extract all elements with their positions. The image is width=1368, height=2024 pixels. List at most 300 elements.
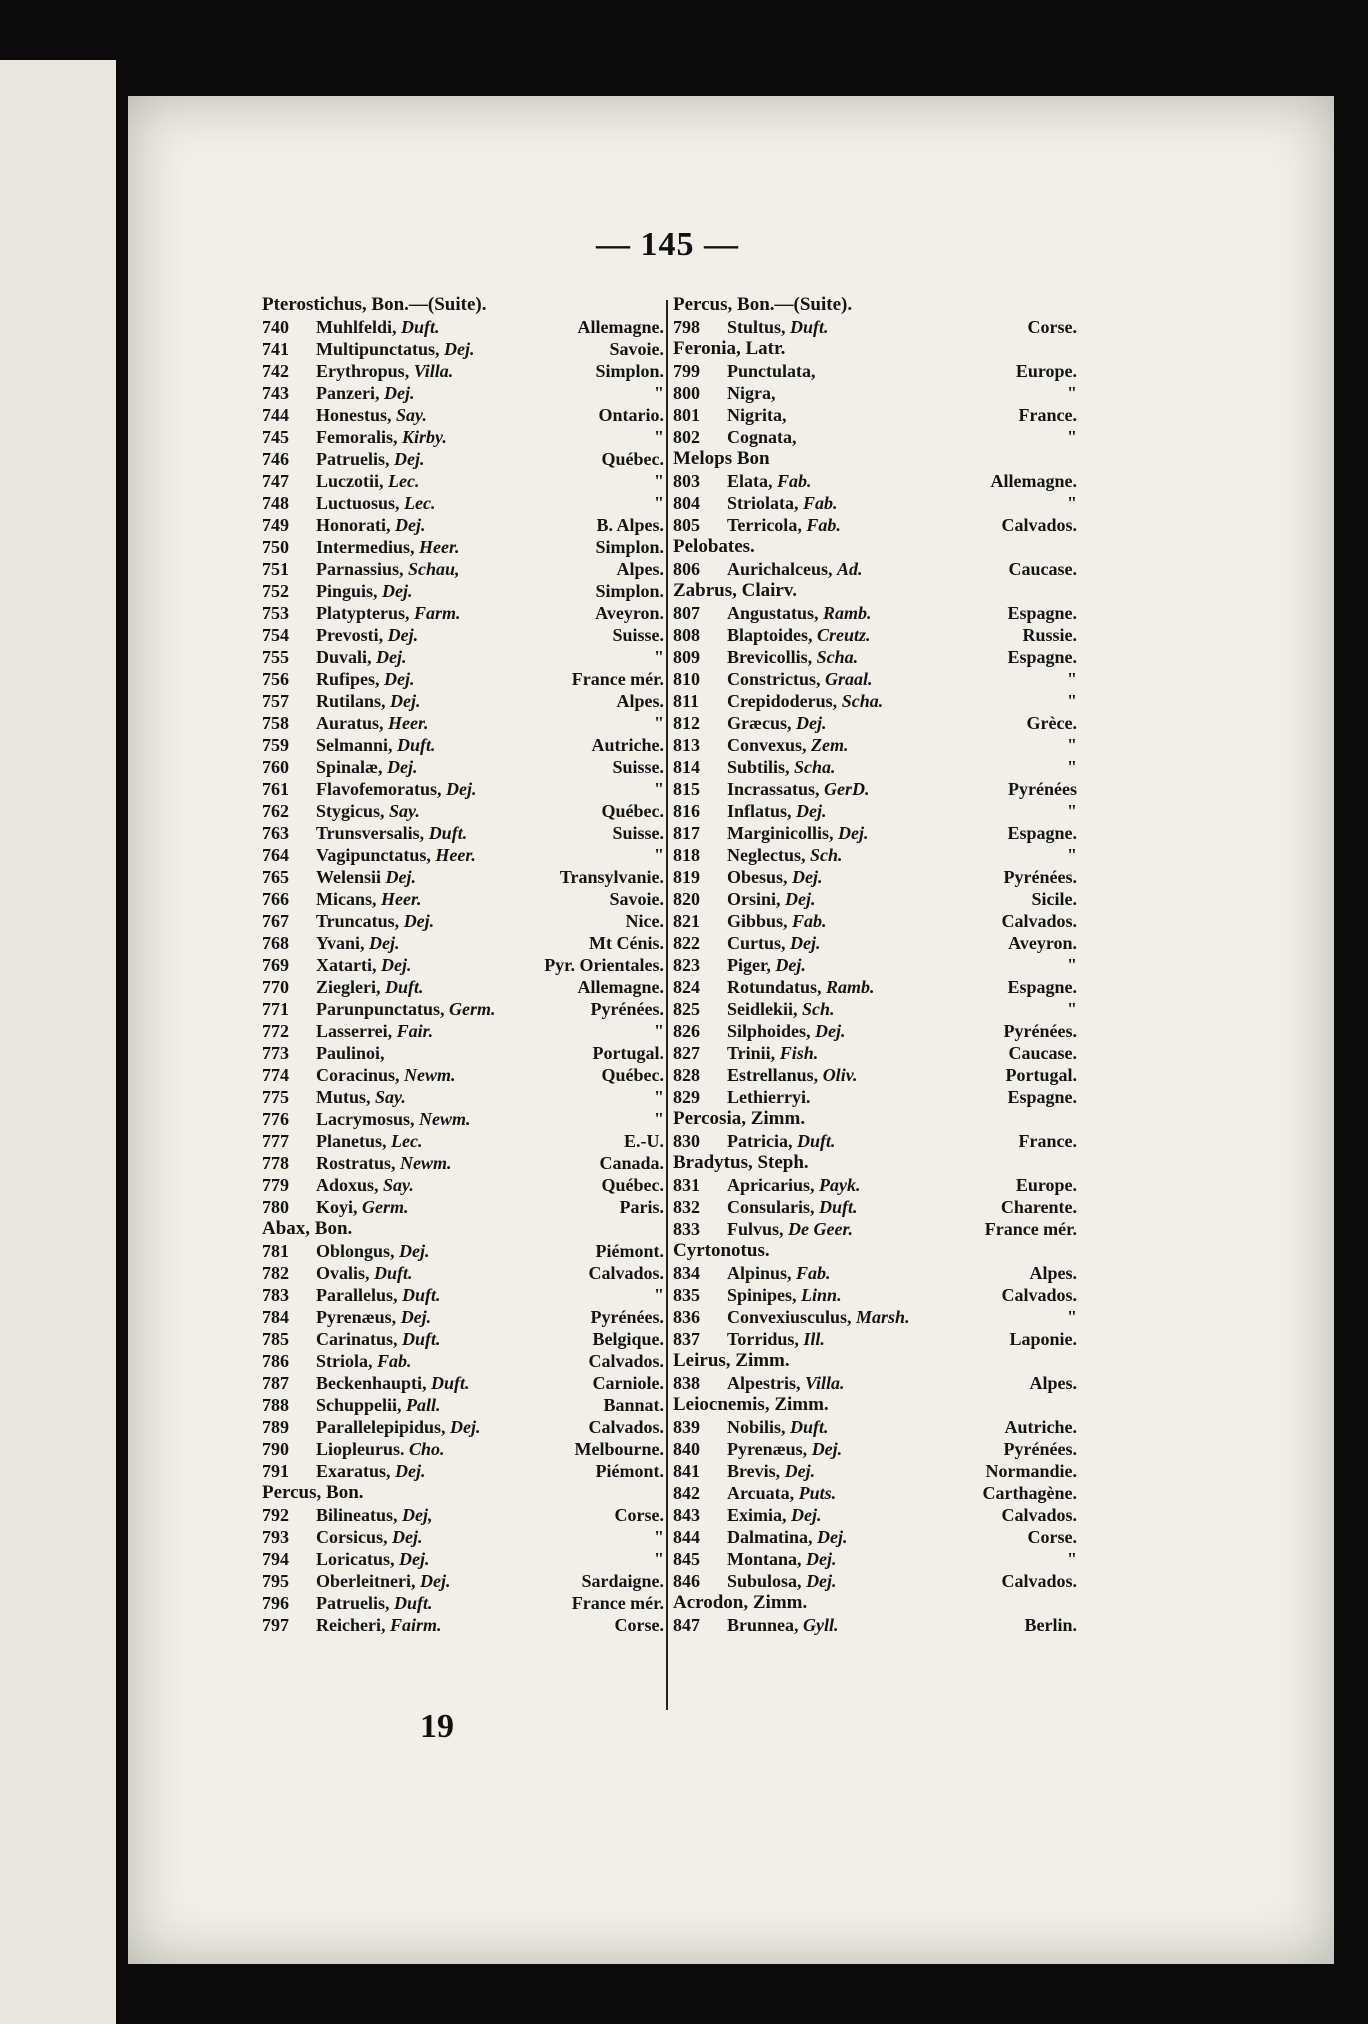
species-author: Duft. bbox=[428, 823, 468, 843]
species-name bbox=[316, 668, 572, 690]
species-author: Fair. bbox=[396, 1021, 434, 1041]
entry-number: 750 bbox=[262, 537, 289, 557]
species-name bbox=[727, 1328, 1009, 1350]
species-author: Ill. bbox=[803, 1329, 825, 1349]
species-name bbox=[316, 1042, 593, 1064]
species-name bbox=[316, 492, 654, 514]
species-author: Duft. bbox=[394, 1593, 433, 1613]
species-name bbox=[727, 1570, 1001, 1592]
species-author: Duft. bbox=[402, 1285, 441, 1305]
species-author: Dej. bbox=[369, 933, 400, 953]
species-author: Cho. bbox=[409, 1439, 445, 1459]
species-entry bbox=[262, 1108, 664, 1130]
species-author: Marsh. bbox=[856, 1307, 910, 1327]
species-epithet: Elata, bbox=[727, 471, 773, 491]
species-author: De Geer. bbox=[788, 1219, 854, 1239]
species-epithet: Pyrenæus, bbox=[727, 1439, 808, 1459]
entry-locality: Charente. bbox=[1000, 1197, 1077, 1217]
entry-number: 788 bbox=[262, 1395, 289, 1415]
species-epithet: Koyi, bbox=[316, 1197, 358, 1217]
species-name bbox=[727, 712, 1027, 734]
entry-number: 831 bbox=[673, 1175, 700, 1195]
genus-heading: Leiocnemis, Zimm. bbox=[673, 1394, 829, 1415]
entry-locality: " bbox=[654, 1285, 664, 1305]
species-epithet: Carinatus, bbox=[316, 1329, 398, 1349]
species-author: Dej. bbox=[450, 1417, 481, 1437]
species-epithet: Brevicollis, bbox=[727, 647, 813, 667]
species-author: Duft. bbox=[397, 735, 436, 755]
species-name bbox=[316, 536, 595, 558]
entry-number: 820 bbox=[673, 889, 700, 909]
entry-locality: Allemagne. bbox=[990, 471, 1077, 491]
species-entry bbox=[673, 514, 1077, 536]
species-epithet: Curtus, bbox=[727, 933, 786, 953]
species-epithet: Consularis, bbox=[727, 1197, 815, 1217]
entry-number: 845 bbox=[673, 1549, 700, 1569]
species-author: Dej. bbox=[806, 1549, 837, 1569]
species-epithet: Oblongus, bbox=[316, 1241, 395, 1261]
species-author: Fab. bbox=[803, 493, 838, 513]
species-author: Dej. bbox=[445, 779, 477, 799]
species-epithet: Stygicus, bbox=[316, 801, 385, 821]
entry-number: 747 bbox=[262, 471, 289, 491]
species-name bbox=[316, 338, 609, 360]
species-author: Duft. bbox=[796, 1131, 836, 1151]
species-entry bbox=[262, 1328, 664, 1350]
entry-locality: Canada. bbox=[599, 1153, 664, 1173]
species-entry bbox=[673, 492, 1077, 514]
adjacent-page-edge bbox=[0, 60, 116, 2024]
species-epithet: Trunsversalis, bbox=[316, 823, 425, 843]
species-entry bbox=[673, 1086, 1077, 1108]
entry-number: 846 bbox=[673, 1571, 700, 1591]
species-entry bbox=[262, 1240, 664, 1262]
entry-number: 816 bbox=[673, 801, 700, 821]
species-author: Fab. bbox=[777, 471, 812, 491]
species-author: Newm. bbox=[404, 1065, 456, 1085]
entry-number: 814 bbox=[673, 757, 700, 777]
species-author: Heer. bbox=[381, 889, 422, 909]
species-author: Dej. bbox=[399, 1549, 430, 1569]
entry-number: 811 bbox=[673, 691, 700, 711]
species-author: Lec. bbox=[391, 1131, 423, 1151]
entry-number: 748 bbox=[262, 493, 289, 513]
species-epithet: Coracinus, bbox=[316, 1065, 400, 1085]
entry-locality: Espagne. bbox=[1007, 647, 1077, 667]
entry-number: 758 bbox=[262, 713, 289, 733]
entry-number: 743 bbox=[262, 383, 289, 403]
entry-locality: Espagne. bbox=[1007, 823, 1077, 843]
species-epithet: Platypterus, bbox=[316, 603, 410, 623]
species-author: Dej. bbox=[400, 1307, 432, 1327]
species-name bbox=[727, 1218, 985, 1240]
entry-locality: Alpes. bbox=[616, 559, 664, 579]
species-name bbox=[727, 1614, 1025, 1636]
entry-number: 777 bbox=[262, 1131, 289, 1151]
entry-number: 771 bbox=[262, 999, 289, 1019]
species-epithet: Dalmatina, bbox=[727, 1527, 813, 1547]
entry-locality: Pyrénées. bbox=[1003, 867, 1077, 887]
species-author: Newm. bbox=[419, 1109, 471, 1129]
species-name bbox=[727, 800, 1067, 822]
entry-number: 752 bbox=[262, 581, 289, 601]
species-name bbox=[727, 382, 1067, 404]
species-name bbox=[316, 822, 612, 844]
species-entry bbox=[673, 1284, 1077, 1306]
species-entry bbox=[262, 844, 664, 866]
species-name bbox=[316, 1086, 654, 1108]
species-author: Sch. bbox=[802, 999, 835, 1019]
species-epithet: Brevis, bbox=[727, 1461, 781, 1481]
species-name bbox=[727, 1020, 1004, 1042]
species-name bbox=[316, 1130, 624, 1152]
species-entry bbox=[673, 1570, 1077, 1592]
species-entry bbox=[673, 1174, 1077, 1196]
species-entry bbox=[262, 1350, 664, 1372]
species-name bbox=[727, 316, 1028, 338]
entry-number: 838 bbox=[673, 1373, 700, 1393]
species-author: Heer. bbox=[388, 713, 429, 733]
species-name bbox=[727, 514, 1001, 536]
species-entry bbox=[262, 734, 664, 756]
species-name bbox=[316, 470, 654, 492]
species-epithet: Micans, bbox=[316, 889, 377, 909]
left-column bbox=[262, 294, 664, 1636]
entry-number: 798 bbox=[673, 317, 700, 337]
species-epithet: Vagipunctatus, bbox=[316, 845, 431, 865]
species-epithet: Femoralis, bbox=[316, 427, 398, 447]
species-epithet: Parunpunctatus, bbox=[316, 999, 445, 1019]
species-entry bbox=[673, 558, 1077, 580]
species-name bbox=[316, 558, 616, 580]
species-epithet: Convexus, bbox=[727, 735, 807, 755]
species-entry bbox=[262, 1284, 664, 1306]
entry-locality: Corse. bbox=[1027, 317, 1077, 337]
entry-number: 839 bbox=[673, 1417, 700, 1437]
entry-number: 778 bbox=[262, 1153, 289, 1173]
entry-locality: Espagne. bbox=[1007, 603, 1077, 623]
species-name bbox=[316, 360, 595, 382]
species-author: Dej. bbox=[383, 383, 415, 403]
genus-heading: Cyrtonotus. bbox=[673, 1240, 770, 1261]
species-epithet: Parallelus, bbox=[316, 1285, 398, 1305]
species-author: Dej. bbox=[792, 867, 823, 887]
species-epithet: Patruelis, bbox=[316, 1593, 390, 1613]
species-author: Dej. bbox=[784, 1461, 816, 1481]
entry-number: 761 bbox=[262, 779, 289, 799]
species-entry bbox=[673, 1020, 1077, 1042]
entry-number: 768 bbox=[262, 933, 289, 953]
species-epithet: Cognata, bbox=[727, 427, 797, 447]
entry-locality: Carniole. bbox=[592, 1373, 664, 1393]
entry-number: 753 bbox=[262, 603, 289, 623]
entry-number: 785 bbox=[262, 1329, 289, 1349]
species-epithet: Liopleurus. bbox=[316, 1439, 405, 1459]
species-name bbox=[316, 1020, 654, 1042]
species-epithet: Beckenhaupti, bbox=[316, 1373, 427, 1393]
species-author: Fab. bbox=[796, 1263, 831, 1283]
species-author: Scha. bbox=[841, 691, 884, 711]
entry-number: 795 bbox=[262, 1571, 289, 1591]
entry-number: 829 bbox=[673, 1087, 700, 1107]
species-author: Dej. bbox=[390, 691, 421, 711]
species-name bbox=[316, 1504, 615, 1526]
species-epithet: Constrictus, bbox=[727, 669, 821, 689]
entry-number: 793 bbox=[262, 1527, 289, 1547]
species-entry bbox=[262, 954, 664, 976]
species-epithet: Reicheri, bbox=[316, 1615, 386, 1635]
species-entry bbox=[262, 1130, 664, 1152]
entry-locality: Québec. bbox=[601, 801, 664, 821]
species-entry bbox=[673, 734, 1077, 756]
species-author: Dej. bbox=[387, 625, 419, 645]
species-entry bbox=[673, 1196, 1077, 1218]
entry-locality: Savoie. bbox=[609, 889, 664, 909]
species-author: Fab. bbox=[792, 911, 827, 931]
species-name bbox=[727, 734, 1067, 756]
entry-number: 786 bbox=[262, 1351, 289, 1371]
species-entry bbox=[262, 1262, 664, 1284]
entry-locality: Alpes. bbox=[1029, 1373, 1077, 1393]
species-epithet: Græcus, bbox=[727, 713, 792, 733]
species-author: Oliv. bbox=[822, 1065, 858, 1085]
entry-number: 847 bbox=[673, 1615, 700, 1635]
species-author: Say. bbox=[389, 801, 420, 821]
species-name bbox=[727, 1306, 1067, 1328]
entry-number: 774 bbox=[262, 1065, 289, 1085]
entry-number: 815 bbox=[673, 779, 700, 799]
species-entry bbox=[673, 998, 1077, 1020]
species-name bbox=[316, 1174, 602, 1196]
species-name bbox=[727, 1372, 1029, 1394]
entry-number: 799 bbox=[673, 361, 700, 381]
entry-locality: " bbox=[654, 1087, 664, 1107]
entry-number: 823 bbox=[673, 955, 700, 975]
entry-locality: Normandie. bbox=[985, 1461, 1077, 1481]
entry-number: 832 bbox=[673, 1197, 700, 1217]
species-name bbox=[727, 690, 1067, 712]
species-entry bbox=[673, 866, 1077, 888]
species-epithet: Truncatus, bbox=[316, 911, 400, 931]
species-author: Sch. bbox=[809, 845, 843, 865]
species-entry bbox=[673, 624, 1077, 646]
species-entry bbox=[673, 932, 1077, 954]
species-name bbox=[727, 1438, 1004, 1460]
species-entry bbox=[673, 976, 1077, 998]
species-entry bbox=[262, 1416, 664, 1438]
entry-number: 754 bbox=[262, 625, 289, 645]
species-entry bbox=[673, 1548, 1077, 1570]
species-author: Say. bbox=[383, 1175, 414, 1195]
entry-number: 780 bbox=[262, 1197, 289, 1217]
entry-locality: " bbox=[1067, 757, 1077, 777]
species-author: Dej. bbox=[387, 757, 418, 777]
species-name bbox=[727, 624, 1022, 646]
entry-number: 756 bbox=[262, 669, 289, 689]
entry-locality: Savoie. bbox=[609, 339, 664, 359]
species-author: Duft. bbox=[384, 977, 424, 997]
species-entry bbox=[262, 1592, 664, 1614]
entry-locality: " bbox=[1067, 845, 1077, 865]
species-author: Duft. bbox=[431, 1373, 470, 1393]
species-epithet: Panzeri, bbox=[316, 383, 380, 403]
species-name bbox=[316, 1152, 599, 1174]
species-epithet: Alpestris, bbox=[727, 1373, 801, 1393]
species-name bbox=[316, 1064, 602, 1086]
species-epithet: Punctulata, bbox=[727, 361, 816, 381]
species-entry bbox=[262, 382, 664, 404]
species-epithet: Nigrita, bbox=[727, 405, 787, 425]
species-epithet: Subulosa, bbox=[727, 1571, 802, 1591]
entry-locality: Québec. bbox=[601, 1175, 664, 1195]
species-author: Linn. bbox=[801, 1285, 842, 1305]
species-entry bbox=[673, 360, 1077, 382]
species-author: Fab. bbox=[377, 1351, 412, 1371]
entry-locality: " bbox=[654, 647, 664, 667]
genus-heading: Melops Bon bbox=[673, 448, 770, 469]
species-entry bbox=[262, 470, 664, 492]
entry-locality: Grèce. bbox=[1026, 713, 1077, 733]
species-entry bbox=[262, 338, 664, 360]
entry-locality: Calvados. bbox=[588, 1417, 664, 1437]
entry-locality: Corse. bbox=[614, 1615, 664, 1635]
entry-number: 808 bbox=[673, 625, 700, 645]
entry-number: 802 bbox=[673, 427, 700, 447]
species-entry bbox=[673, 1130, 1077, 1152]
species-author: Duft. bbox=[402, 1329, 441, 1349]
species-epithet: Striolata, bbox=[727, 493, 799, 513]
entry-locality: " bbox=[1067, 427, 1077, 447]
species-author: Scha. bbox=[794, 757, 836, 777]
entry-number: 791 bbox=[262, 1461, 289, 1481]
species-epithet: Nobilis, bbox=[727, 1417, 786, 1437]
entry-locality: France mér. bbox=[571, 1593, 664, 1613]
species-name bbox=[727, 404, 1019, 426]
species-entry bbox=[673, 756, 1077, 778]
species-name bbox=[727, 1064, 1006, 1086]
species-name bbox=[727, 426, 1067, 448]
species-epithet: Ziegleri, bbox=[316, 977, 381, 997]
species-author: Dej. bbox=[376, 647, 407, 667]
species-author: Duft. bbox=[819, 1197, 858, 1217]
entry-locality: Russie. bbox=[1022, 625, 1077, 645]
entry-locality: Allemagne. bbox=[577, 317, 664, 337]
entry-locality: Portugal. bbox=[1005, 1065, 1077, 1085]
species-epithet: Nigra, bbox=[727, 383, 776, 403]
species-entry bbox=[673, 1460, 1077, 1482]
species-name bbox=[727, 778, 1008, 800]
genus-heading: Bradytus, Steph. bbox=[673, 1152, 809, 1173]
species-name bbox=[316, 888, 609, 910]
species-name bbox=[316, 756, 612, 778]
entry-locality: France. bbox=[1018, 1131, 1077, 1151]
species-name bbox=[316, 976, 578, 998]
entry-number: 843 bbox=[673, 1505, 700, 1525]
species-entry bbox=[673, 844, 1077, 866]
entry-locality: Paris. bbox=[619, 1197, 664, 1217]
entry-number: 757 bbox=[262, 691, 289, 711]
species-entry bbox=[673, 712, 1077, 734]
species-epithet: Lacrymosus, bbox=[316, 1109, 415, 1129]
species-author: Puts. bbox=[798, 1483, 837, 1503]
species-entry bbox=[262, 1526, 664, 1548]
entry-number: 812 bbox=[673, 713, 700, 733]
entry-locality: Calvados. bbox=[1001, 1571, 1077, 1591]
species-name bbox=[727, 1416, 1005, 1438]
species-name bbox=[316, 426, 654, 448]
species-entry bbox=[673, 888, 1077, 910]
species-author: Duft. bbox=[790, 1417, 829, 1437]
species-entry bbox=[262, 558, 664, 580]
entry-locality: France mér. bbox=[984, 1219, 1077, 1239]
species-author: Lec. bbox=[404, 493, 436, 513]
species-epithet: Estrellanus, bbox=[727, 1065, 819, 1085]
entry-number: 751 bbox=[262, 559, 289, 579]
species-epithet: Planetus, bbox=[316, 1131, 387, 1151]
species-epithet: Erythropus, bbox=[316, 361, 410, 381]
species-entry bbox=[262, 800, 664, 822]
species-entry bbox=[673, 316, 1077, 338]
species-name bbox=[727, 1548, 1067, 1570]
species-epithet: Inflatus, bbox=[727, 801, 792, 821]
species-name bbox=[316, 1262, 588, 1284]
species-entry bbox=[673, 1306, 1077, 1328]
species-epithet: Duvali, bbox=[316, 647, 372, 667]
species-entry bbox=[673, 1504, 1077, 1526]
species-entry bbox=[262, 1372, 664, 1394]
entry-locality: Simplon. bbox=[595, 361, 664, 381]
entry-locality: " bbox=[1067, 1307, 1077, 1327]
entry-locality: France. bbox=[1018, 405, 1077, 425]
entry-number: 776 bbox=[262, 1109, 289, 1129]
species-entry bbox=[673, 1482, 1077, 1504]
species-name bbox=[316, 1548, 654, 1570]
species-epithet: Flavofemoratus, bbox=[316, 779, 442, 799]
entry-number: 810 bbox=[673, 669, 700, 689]
species-epithet: Spinalæ, bbox=[316, 757, 383, 777]
species-author: Dej. bbox=[785, 889, 816, 909]
entry-number: 759 bbox=[262, 735, 289, 755]
species-author: Dej. bbox=[382, 581, 413, 601]
genus-heading: Percus, Bon. bbox=[262, 1482, 364, 1503]
entry-locality: Melbourne. bbox=[574, 1439, 664, 1459]
species-name bbox=[727, 756, 1067, 778]
species-epithet: Arcuata, bbox=[727, 1483, 795, 1503]
entry-locality: Portugal. bbox=[592, 1043, 664, 1063]
species-epithet: Rostratus, bbox=[316, 1153, 396, 1173]
entry-locality: Calvados. bbox=[1001, 911, 1077, 931]
entry-number: 840 bbox=[673, 1439, 700, 1459]
species-epithet: Xatarti, bbox=[316, 955, 377, 975]
entry-locality: Calvados. bbox=[1001, 515, 1077, 535]
species-entry bbox=[262, 448, 664, 470]
species-epithet: Fulvus, bbox=[727, 1219, 784, 1239]
entry-locality: Pyrénées. bbox=[590, 1307, 664, 1327]
species-entry bbox=[262, 778, 664, 800]
genus-heading: Pterostichus, Bon.—(Suite). bbox=[262, 294, 487, 315]
entry-number: 779 bbox=[262, 1175, 289, 1195]
species-author: Dej. bbox=[395, 1461, 426, 1481]
entry-locality: " bbox=[654, 427, 664, 447]
entry-number: 813 bbox=[673, 735, 700, 755]
entry-locality: " bbox=[1067, 735, 1077, 755]
species-epithet: Neglectus, bbox=[727, 845, 806, 865]
entry-number: 745 bbox=[262, 427, 289, 447]
species-name bbox=[727, 646, 1007, 668]
entry-number: 792 bbox=[262, 1505, 289, 1525]
entry-locality: Autriche. bbox=[591, 735, 664, 755]
species-author: Fairm. bbox=[389, 1615, 442, 1635]
